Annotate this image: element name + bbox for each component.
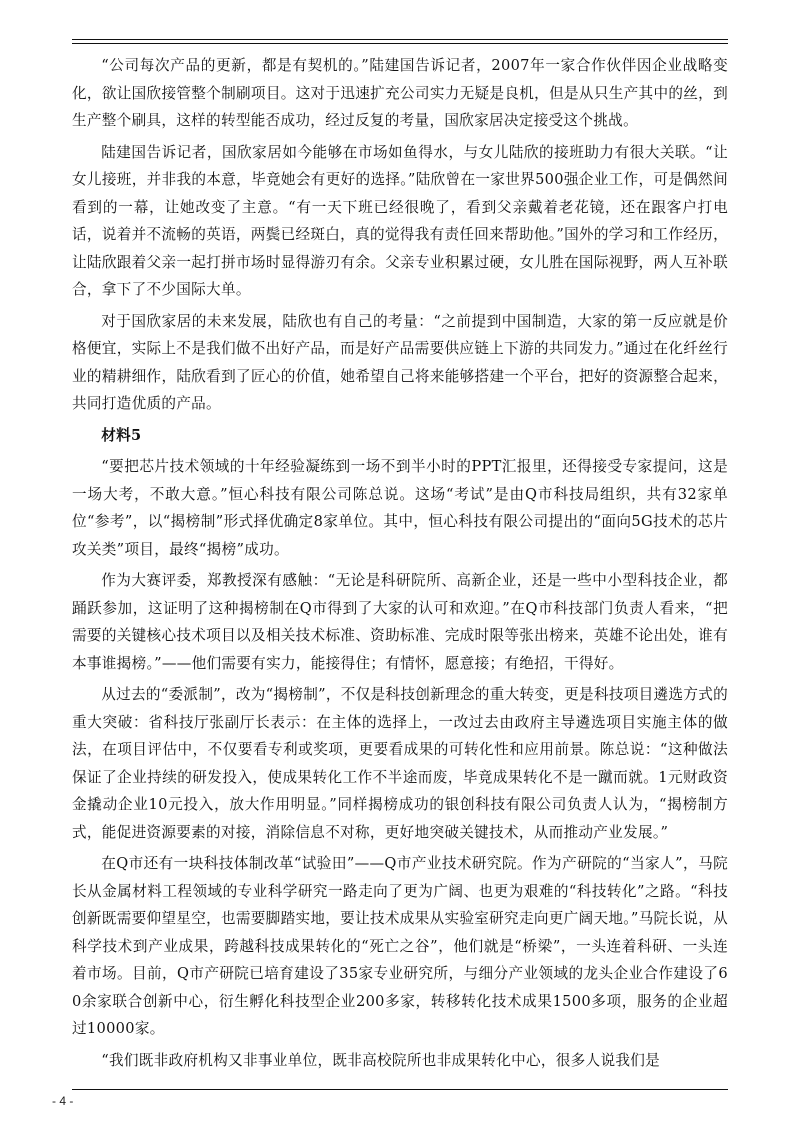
section-heading: 材料5 bbox=[101, 426, 142, 444]
paragraph: 在Q市还有一块科技体制改革“试验田”——Q市产业技术研究院。作为产研院的“当家人”，马院长从金属材料工程领域的专业科学研究一路走向了更为广阔、也更为艰难的“科技转化”之路。“科技创新既需要仰望星空，也需要脚踏实地，要让技术成果从实验室研究走向更广阔天地。”马院长说，从科学技术到产业成果，跨越科技成果转化的“死亡之谷”，他们就是“桥梁”，一头连着科研、一头连着市场。目前，Q市产研院已培育建设了35家专业研究所，与细分产业领域的龙头企业合作建设了60余家联合创新中心，衍生孵化科技型企业200多家，转移转化技术成果1500多项，服务的企业超过10000家。 bbox=[72, 855, 728, 1037]
paragraph: “要把芯片技术领域的十年经验凝练到一场不到半小时的PPT汇报里，还得接受专家提问，这是一场大考，不敢大意。”恒心科技有限公司陈总说。这场“考试”是由Q市科技局组织，共有32家单位“参考”，以“揭榜制”形式择优确定8家单位。其中，恒心科技有限公司提出的“面向5G技术的芯片攻关类”项目，最终“揭榜”成功。 bbox=[72, 458, 728, 558]
paragraph: “公司每次产品的更新，都是有契机的。”陆建国告诉记者，2007年一家合作伙伴因企业战略变化，欲让国欣接管整个制刷项目。这对于迅速扩充公司实力无疑是良机，但是从只生产其中的丝，到生产整个刷具，这样的转型能否成功，经过反复的考量，国欣家居决定接受这个挑战。 bbox=[72, 57, 728, 129]
header-rule-thin bbox=[72, 43, 728, 44]
page-number: - 4 - bbox=[52, 1094, 74, 1108]
paragraph: 从过去的“委派制”，改为“揭榜制”，不仅是科技创新理念的重大转变，更是科技项目遴选方式的重大突破：省科技厅张副厅长表示：在主体的选择上，一改过去由政府主导遴选项目实施主体的做法，在项目评估中，不仅要看专利或奖项，更要看成果的可转化性和应用前景。陈总说：“这种做法保证了企业持续的研发投入，使成果转化工作不半途而废，毕竟成果转化不是一蹴而就。1元财政资金撬动企业10元投入，放大作用明显。”同样揭榜成功的银创科技有限公司负责人认为，“揭榜制方式，能促进资源要素的对接，消除信息不对称，更好地突破关键技术，从而推动产业发展。” bbox=[72, 686, 728, 841]
footer-rule bbox=[72, 1089, 728, 1090]
paragraph: 陆建国告诉记者，国欣家居如今能够在市场如鱼得水，与女儿陆欣的接班助力有很大关联。“让女儿接班，并非我的本意，毕竟她会有更好的选择。”陆欣曾在一家世界500强企业工作，可是偶然间看到的一幕，让她改变了主意。“有一天下班已经很晚了，看到父亲戴着老花镜，还在跟客户打电话，说着并不流畅的英语，两鬓已经斑白，真的觉得我有责任回来帮助他。”国外的学习和工作经历，让陆欣跟着父亲一起打拼市场时显得游刃有余。父亲专业积累过硬，女儿胜在国际视野，两人互补联合，拿下了不少国际大单。 bbox=[72, 143, 728, 298]
paragraph: “我们既非政府机构又非事业单位，既非高校院所也非成果转化中心，很多人说我们是 bbox=[101, 1051, 661, 1069]
header-rule bbox=[72, 39, 728, 40]
paragraph: 对于国欣家居的未来发展，陆欣也有自己的考量：“之前提到中国制造，大家的第一反应就是价格便宜，实际上不是我们做不出好产品，而是好产品需要供应链上下游的共同发力。”通过在化纤丝行业的精耕细作，陆欣看到了匠心的价值，她希望自己将来能够搭建一个平台，把好的资源整合起来，共同打造优质的产品。 bbox=[72, 312, 728, 412]
document-body bbox=[72, 52, 728, 1078]
paragraph: 作为大赛评委，郑教授深有感触：“无论是科研院所、高新企业，还是一些中小型科技企业，都踊跃参加，这证明了这种揭榜制在Q市得到了大家的认可和欢迎。”在Q市科技部门负责人看来，“把需要的关键核心技术项目以及相关技术标准、资助标准、完成时限等张出榜来，英雄不论出处，谁有本事谁揭榜。”——他们需要有实力，能接得住；有情怀，愿意接；有绝招，干得好。 bbox=[72, 572, 728, 672]
